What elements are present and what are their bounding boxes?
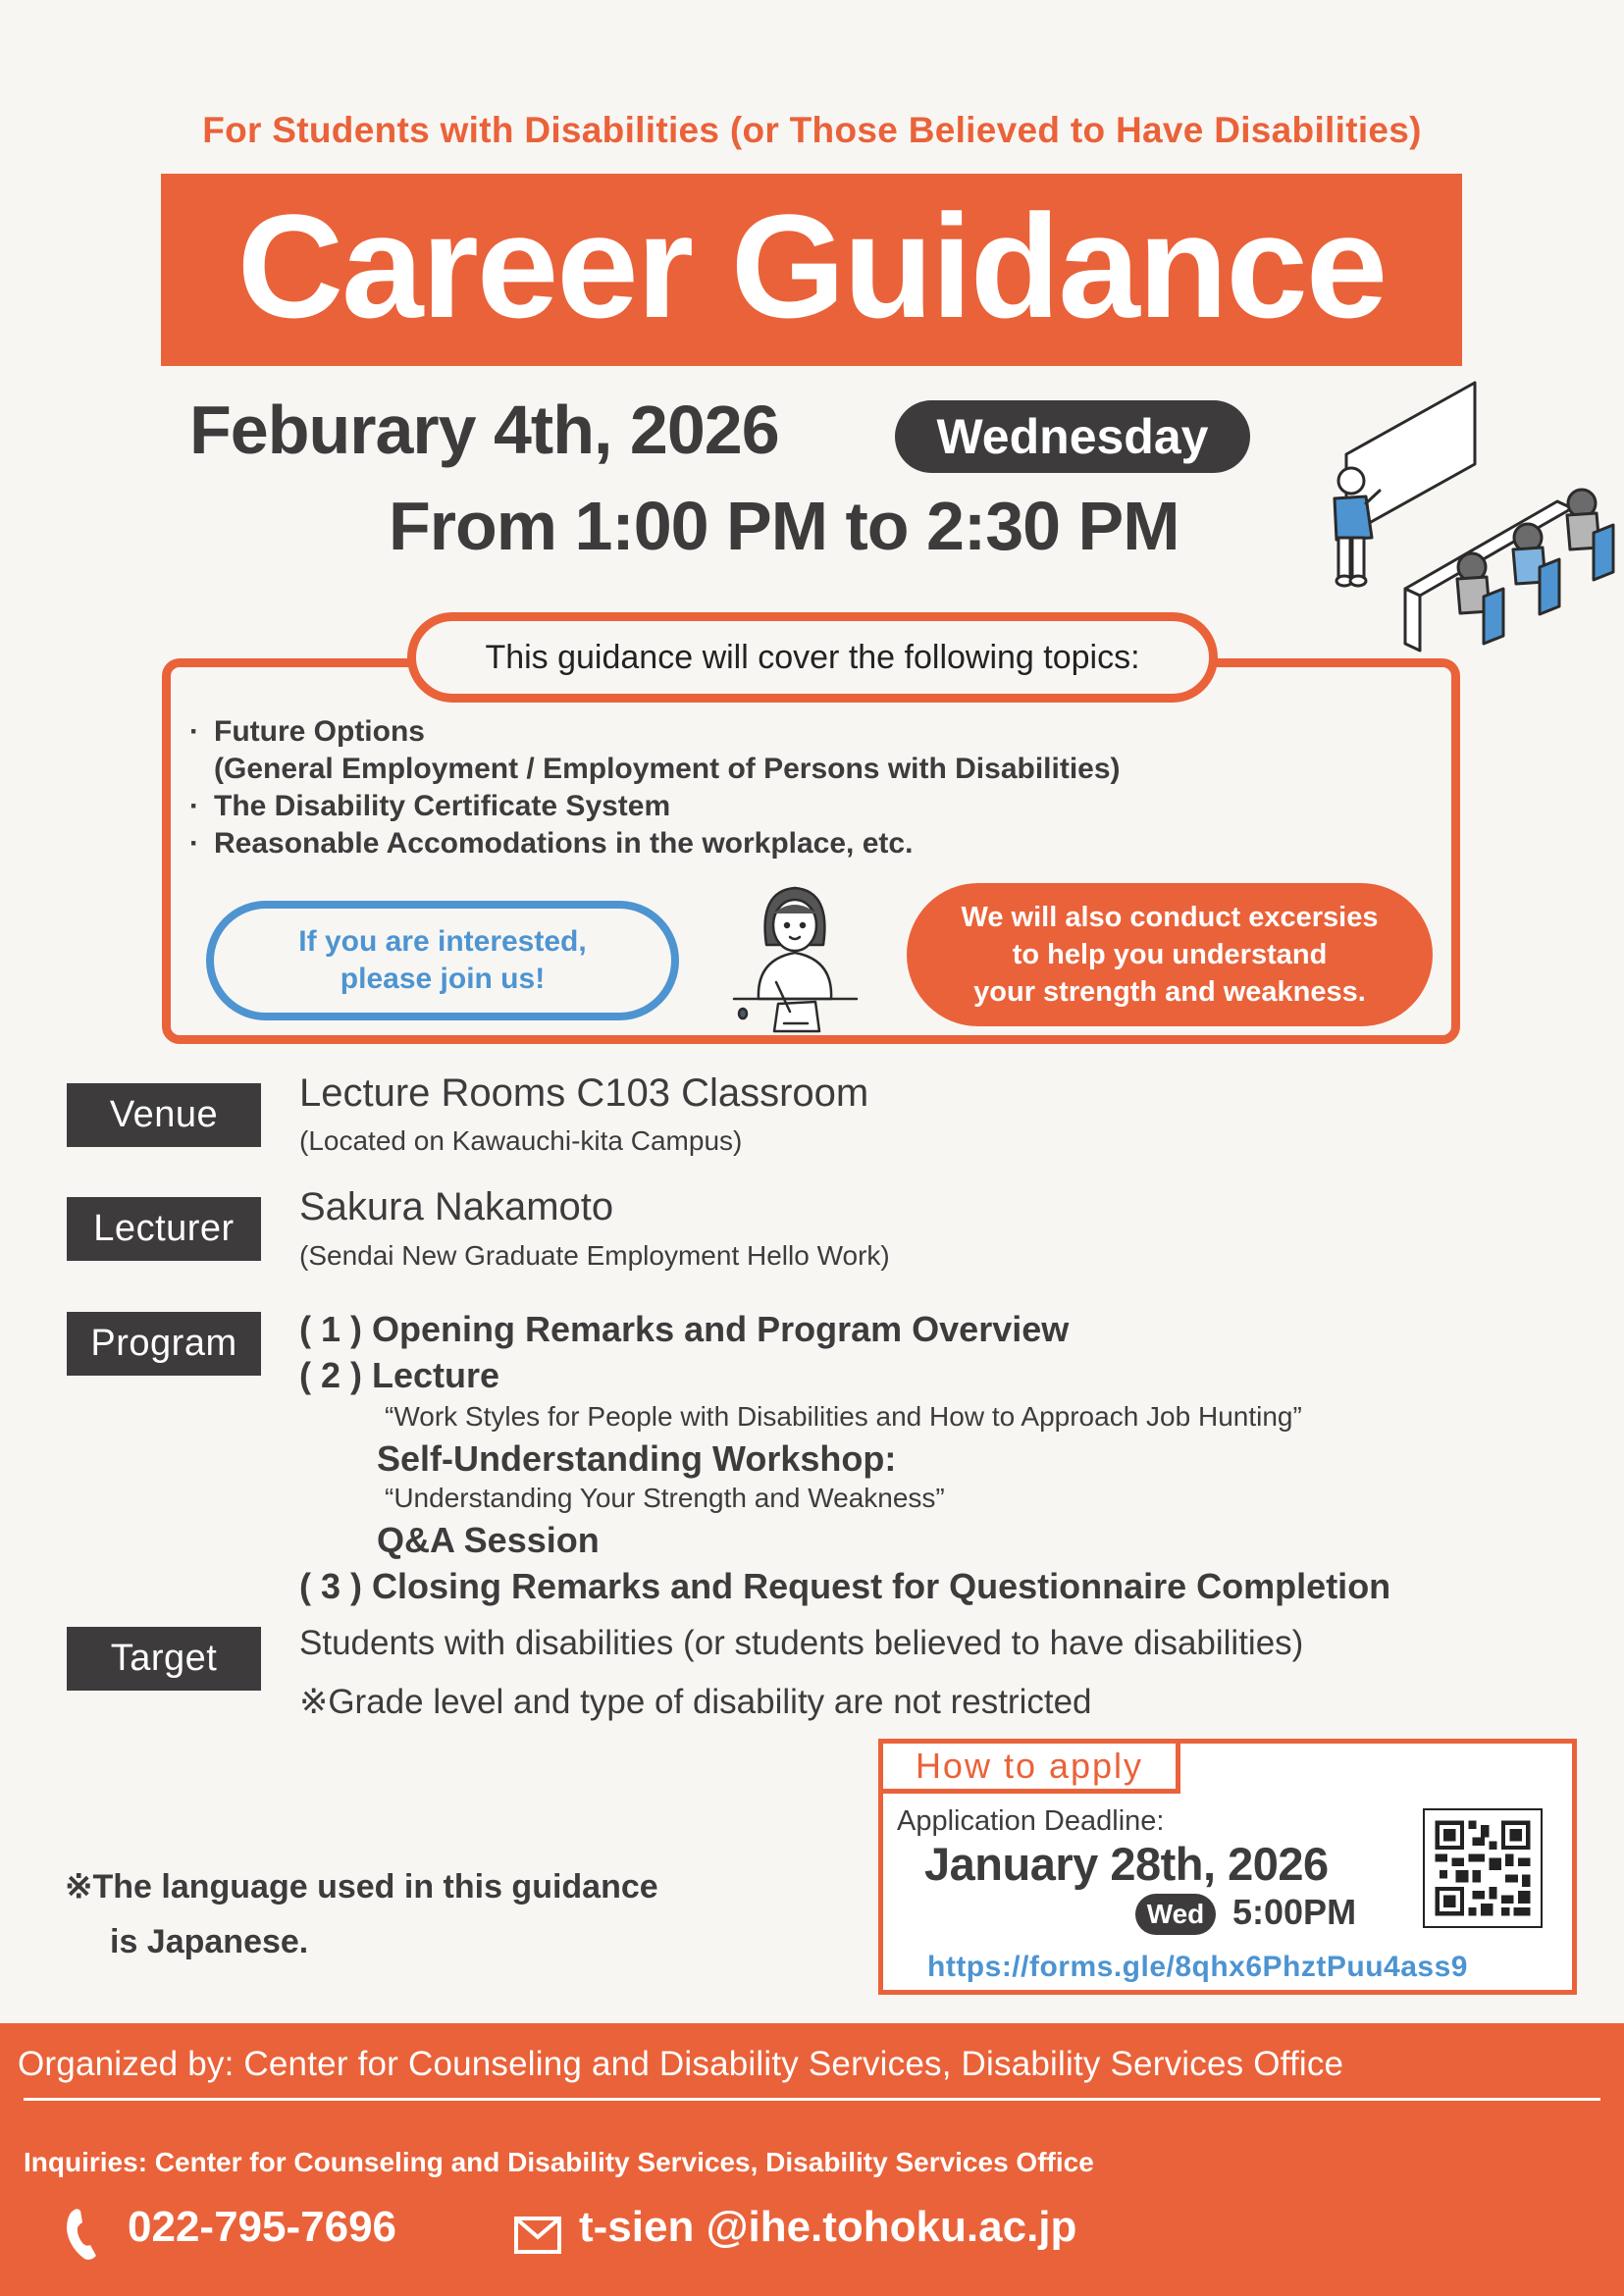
topic-item-detail: (General Employment / Employment of Persons with Disabilities) [214,753,1121,785]
email-address[interactable]: t-sien @ihe.tohoku.ac.jp [579,2203,1077,2251]
lecturer-name: Sakura Nakamoto [299,1185,614,1228]
phone-number[interactable]: 022-795-7696 [128,2203,397,2251]
footer-divider [24,2098,1600,2101]
program-item-2: ( 2 ) Lecture [299,1355,500,1395]
apply-heading: How to apply [878,1739,1180,1794]
program-workshop: Self-Understanding Workshop: [377,1438,897,1479]
deadline-time: 5:00PM [1232,1892,1357,1932]
qr-code-icon[interactable] [1423,1808,1543,1928]
lecturer-label: Lecturer [67,1197,261,1261]
application-form-link[interactable]: https://forms.gle/8qhx6PhztPuu4ass9 [927,1951,1468,1983]
topics-heading: This guidance will cover the following topics: [407,612,1218,703]
bullet-icon: · [189,790,199,822]
language-note: ※The language used in this guidance is Japanese. [65,1868,658,1960]
event-time: From 1:00 PM to 2:30 PM [389,488,1179,564]
program-item-1: ( 1 ) Opening Remarks and Program Overview [299,1309,1070,1349]
student-writing-illustration-icon [729,876,862,1033]
topic-item: · Reasonable Accomodations in the workplace, etc. [189,825,1121,862]
venue-label: Venue [67,1083,261,1147]
exercise-callout: We will also conduct excersies to help you understand your strength and weakness. [907,883,1433,1026]
program-item-3: ( 3 ) Closing Remarks and Request for Questionnaire Completion [299,1566,1391,1606]
join-invitation: If you are interested, please join us! [206,901,679,1020]
program-workshop-title: “Understanding Your Strength and Weakness” [385,1483,945,1513]
topic-item: · Future Options [189,713,1121,751]
title-banner [161,174,1462,366]
lecturer-affiliation: (Sendai New Graduate Employment Hello Work) [299,1240,890,1271]
bullet-icon: · [189,715,199,748]
weekday-badge: Wednesday [895,400,1250,473]
page-title: Career Guidance [236,183,1387,348]
topic-item: · The Disability Certificate System [189,788,1121,825]
mail-icon [513,2216,562,2255]
deadline-weekday-badge: Wed [1135,1894,1216,1935]
phone-icon [65,2208,104,2262]
venue-name: Lecture Rooms C103 Classroom [299,1071,869,1115]
program-label: Program [67,1312,261,1376]
target-label: Target [67,1627,261,1691]
classroom-illustration-icon [1315,371,1619,655]
topics-list [189,713,1121,862]
audience-subtitle: For Students with Disabilities (or Those Believed to Have Disabilities) [202,110,1422,150]
program-qa: Q&A Session [377,1520,600,1560]
event-date: Feburary 4th, 2026 [189,391,779,468]
venue-note: (Located on Kawauchi-kita Campus) [299,1125,743,1156]
deadline-label: Application Deadline: [897,1805,1165,1837]
target-text: Students with disabilities (or students believed to have disabilities) [299,1624,1304,1662]
deadline-date: January 28th, 2026 [924,1838,1329,1890]
organizer: Organized by: Center for Counseling and Disability Services, Disability Services Office [18,2045,1344,2083]
inquiries: Inquiries: Center for Counseling and Disability Services, Disability Services Office [24,2147,1094,2177]
program-lecture-title: “Work Styles for People with Disabilities and How to Approach Job Hunting” [385,1401,1302,1432]
target-note: ※Grade level and type of disability are not restricted [299,1683,1092,1721]
bullet-icon: · [189,827,199,860]
